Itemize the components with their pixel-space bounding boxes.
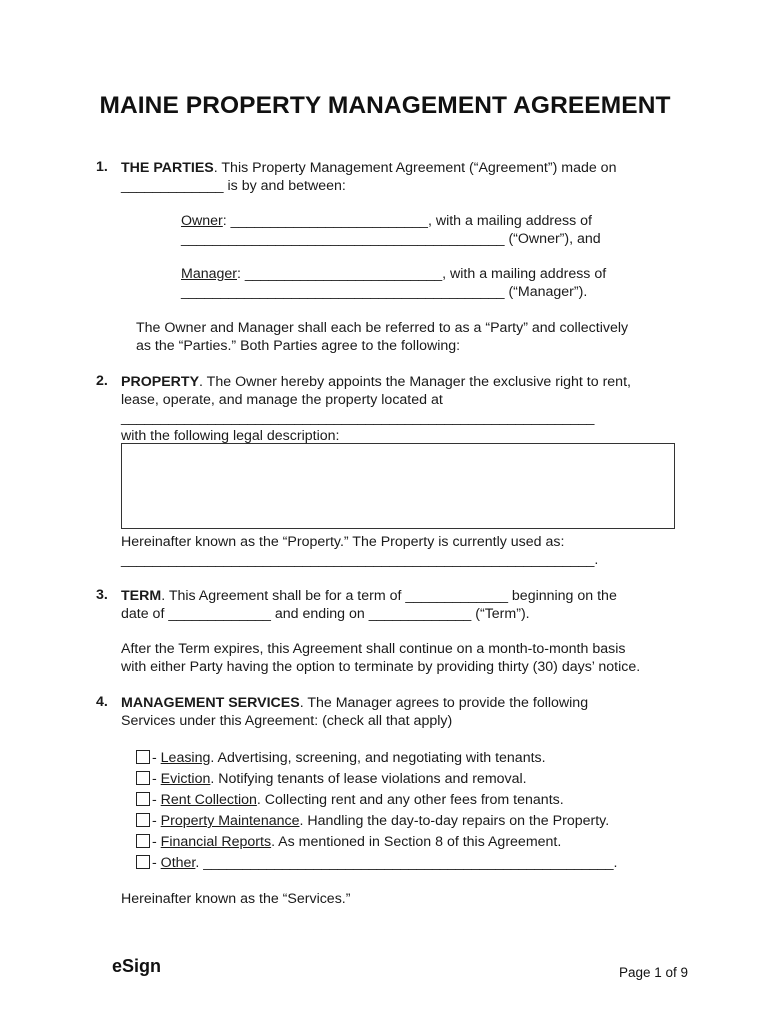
other-checkbox[interactable] — [136, 855, 150, 869]
owner-line — [181, 212, 592, 230]
services-line-1 — [121, 694, 588, 712]
financial-reports-checkbox[interactable] — [136, 834, 150, 848]
term-after-1: After the Term expires, this Agreement shall continue on a month-to-month basis — [121, 641, 626, 657]
page-number: Page 1 of 9 — [619, 965, 689, 980]
eviction-checkbox[interactable] — [136, 771, 150, 785]
section-4-number: 4. — [96, 694, 108, 710]
service-desc-leasing: . Advertising, screening, and negotiating with tenants. — [210, 750, 546, 766]
term-line-1 — [121, 587, 617, 605]
term-after-2: with either Party having the option to terminate by providing thirty (30) days’ notice. — [121, 659, 641, 675]
collective-line-1: The Owner and Manager shall each be referred to as a “Party” and collectively — [136, 320, 629, 336]
service-item-financial-reports — [152, 833, 561, 851]
manager-line — [181, 265, 606, 283]
owner-address-line: _________________________________________ (“Owner”), and — [181, 231, 601, 247]
service-item-property-maintenance — [152, 812, 609, 830]
property-line-2: lease, operate, and manage the property located at — [121, 392, 443, 408]
term-line-2: date of _____________ and ending on _____________ (“Term”). — [121, 606, 530, 622]
service-prefix: - — [152, 771, 161, 787]
owner-label: Owner — [181, 213, 223, 229]
service-label-financial-reports: Financial Reports — [160, 834, 272, 850]
service-prefix: - — [152, 813, 161, 829]
legal-description-box[interactable] — [121, 443, 675, 529]
legal-description-label: with the following legal description: — [121, 428, 340, 444]
services-hereinafter: Hereinafter known as the “Services.” — [121, 891, 351, 907]
leasing-checkbox[interactable] — [136, 750, 150, 764]
esign-logo: eSign — [112, 956, 162, 976]
section-4-heading: MANAGEMENT SERVICES — [121, 695, 300, 711]
collective-line-2: as the “Parties.” Both Parties agree to the following: — [136, 338, 461, 354]
section-1-number: 1. — [96, 159, 108, 175]
section-1-heading: THE PARTIES — [121, 160, 214, 176]
service-desc-financial-reports: . As mentioned in Section 8 of this Agreement. — [271, 834, 562, 850]
section-3-heading: TERM — [121, 588, 162, 604]
parties-intro-text: . This Property Management Agreement (“Agreement”) made on — [213, 160, 617, 176]
property-hereinafter: Hereinafter known as the “Property.” The Property is currently used as: — [121, 534, 565, 550]
services-text-1: . The Manager agrees to provide the following — [299, 695, 589, 711]
service-prefix: - — [152, 792, 161, 808]
service-prefix: - — [152, 834, 161, 850]
manager-address-line: _________________________________________ (“Manager”). — [181, 284, 588, 300]
property-maintenance-checkbox[interactable] — [136, 813, 150, 827]
service-item-other — [152, 854, 618, 872]
section-3-number: 3. — [96, 587, 108, 603]
service-item-eviction — [152, 770, 527, 788]
service-label-other: Other — [160, 855, 196, 871]
property-address-blank: ____________________________________________________________ — [121, 410, 595, 426]
parties-date-line: _____________ is by and between: — [121, 178, 346, 194]
section-2-number: 2. — [96, 373, 108, 389]
manager-label: Manager — [181, 266, 237, 282]
property-line-1 — [121, 373, 631, 391]
term-text-1: . This Agreement shall be for a term of _____________ beginning on the — [161, 588, 617, 604]
service-prefix: - — [152, 750, 161, 766]
service-desc-rent-collection: . Collecting rent and any other fees from tenants. — [256, 792, 564, 808]
services-line-2: Services under this Agreement: (check all that apply) — [121, 713, 453, 729]
parties-intro — [121, 159, 616, 177]
service-desc-property-maintenance: . Handling the day-to-day repairs on the Property. — [299, 813, 610, 829]
document-title: MAINE PROPERTY MANAGEMENT AGREEMENT — [99, 92, 671, 119]
service-label-rent-collection: Rent Collection — [160, 792, 257, 808]
service-label-property-maintenance: Property Maintenance — [160, 813, 300, 829]
service-prefix: - — [152, 855, 161, 871]
owner-text: : _________________________, with a mailing address of — [222, 213, 592, 229]
rent-collection-checkbox[interactable] — [136, 792, 150, 806]
manager-text: : _________________________, with a mailing address of — [237, 266, 607, 282]
property-text-1: . The Owner hereby appoints the Manager the exclusive right to rent, — [199, 374, 631, 390]
service-desc-eviction: . Notifying tenants of lease violations and removal. — [210, 771, 527, 787]
property-use-blank: ____________________________________________________________. — [121, 552, 599, 568]
service-desc-other: . ____________________________________________________. — [195, 855, 618, 871]
service-label-leasing: Leasing — [160, 750, 211, 766]
service-item-rent-collection — [152, 791, 564, 809]
service-label-eviction: Eviction — [160, 771, 211, 787]
service-item-leasing — [152, 749, 546, 767]
section-2-heading: PROPERTY — [121, 374, 200, 390]
